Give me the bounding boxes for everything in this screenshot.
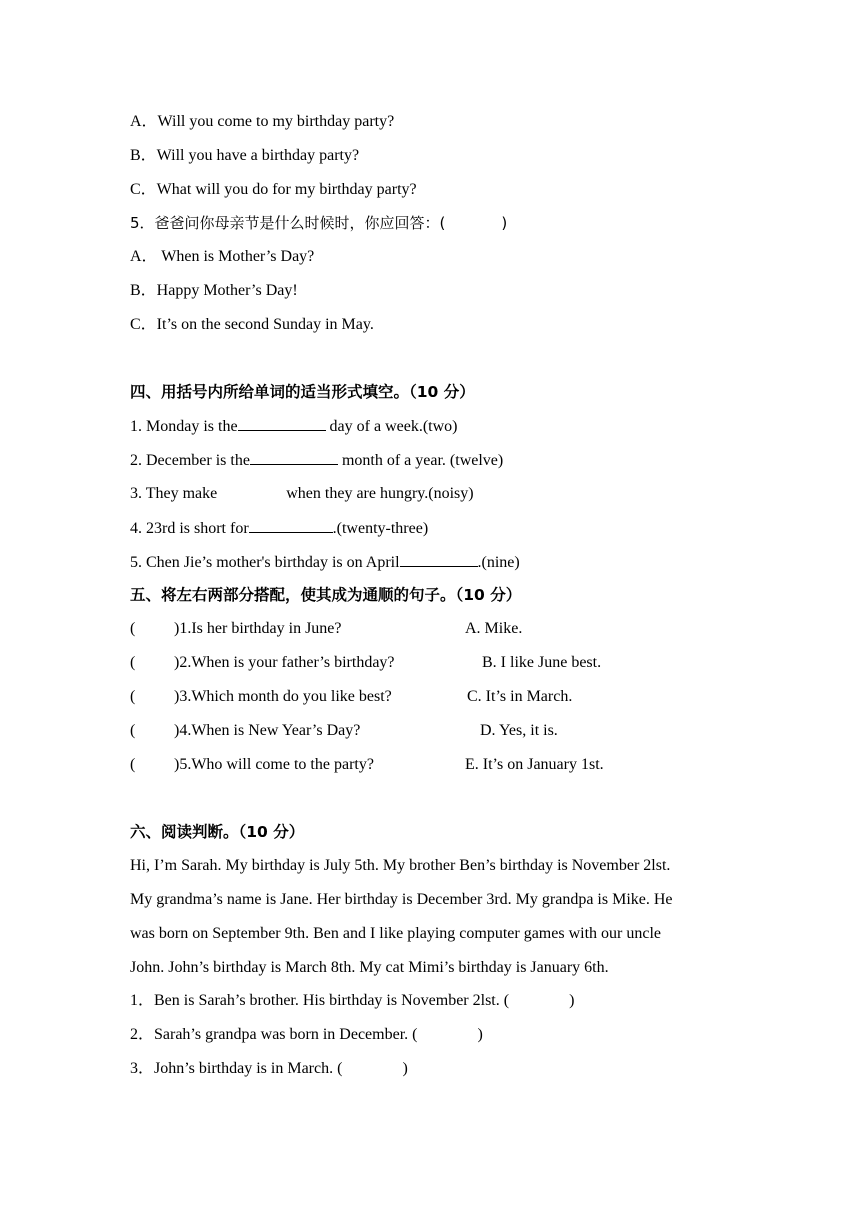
match-right: B. I like June best. — [482, 654, 602, 671]
match-paren: ( — [130, 722, 136, 739]
section4-item-1-pre: 1. Monday is the — [130, 418, 238, 435]
match-right: E. It’s on January 1st. — [465, 756, 604, 773]
match-row-4 — [130, 721, 730, 741]
section4-item-4-pre: 4. 23rd is short for — [130, 520, 249, 537]
q4-option-a: A．Will you come to my birthday party? — [130, 113, 395, 130]
q5-close-paren: ) — [501, 214, 508, 232]
match-left: )2.When is your father’s birthday? — [174, 654, 395, 671]
section4-item-5-pre: 5. Chen Jie’s mother's birthday is on April — [130, 554, 400, 571]
match-right: C. It’s in March. — [467, 688, 573, 705]
section4-item-5-post: .(nine) — [477, 554, 520, 571]
section4-item-4-post: .(twenty-three) — [332, 520, 429, 537]
answer-blank[interactable] — [238, 416, 326, 431]
answer-blank[interactable] — [249, 518, 333, 533]
match-right: D. Yes, it is. — [480, 722, 558, 739]
statement-2-text: 2．Sarah’s grandpa was born in December. ( — [130, 1026, 418, 1043]
match-left: )5.Who will come to the party? — [174, 756, 374, 773]
section5-title: 五、将左右两部分搭配，使其成为通顺的句子。（10 分） — [130, 586, 522, 604]
match-right: A. Mike. — [465, 620, 523, 637]
section4-item-1 — [130, 416, 458, 437]
statement-3 — [130, 1059, 408, 1079]
match-paren: ( — [130, 756, 136, 773]
section4-title: 四、用括号内所给单词的适当形式填空。（10 分） — [130, 383, 475, 401]
match-paren: ( — [130, 620, 136, 637]
statement-1 — [130, 991, 574, 1011]
q4-option-b: B．Will you have a birthday party? — [130, 147, 360, 164]
passage-line-4: John. John’s birthday is March 8th. My cat Mimi’s birthday is January 6th. — [130, 959, 609, 976]
match-paren: ( — [130, 688, 136, 705]
match-row-1 — [130, 619, 730, 639]
q5-option-a: A． When is Mother’s Day? — [130, 248, 315, 265]
section4-item-2-post: month of a year. (twelve) — [337, 452, 504, 469]
q5-option-b: B．Happy Mother’s Day! — [130, 282, 298, 299]
section4-item-2 — [130, 450, 503, 471]
section4-item-3-post: when they are hungry.(noisy) — [286, 485, 474, 502]
match-left: )3.Which month do you like best? — [174, 688, 392, 705]
match-row-2 — [130, 653, 730, 673]
q5-question — [130, 213, 507, 233]
section4-item-2-pre: 2. December is the — [130, 452, 250, 469]
passage-line-1: Hi, I’m Sarah. My birthday is July 5th. My brother Ben’s birthday is November 2lst. — [130, 857, 671, 874]
statement-1-text: 1．Ben is Sarah’s brother. His birthday is November 2lst. ( — [130, 992, 510, 1009]
section4-item-3-pre: 3. They make — [130, 485, 218, 502]
passage-line-3: was born on September 9th. Ben and I like playing computer games with our uncle — [130, 925, 661, 942]
match-paren: ( — [130, 654, 136, 671]
close-paren: ) — [477, 1026, 483, 1043]
q5-option-c: C．It’s on the second Sunday in May. — [130, 316, 374, 333]
passage-line-2: My grandma’s name is Jane. Her birthday is December 3rd. My grandpa is Mike. He — [130, 891, 673, 908]
section6-title: 六、阅读判断。（10 分） — [130, 823, 305, 841]
q4-option-c: C．What will you do for my birthday party? — [130, 181, 417, 198]
q5-question-text: 5．爸爸问你母亲节是什么时候时，你应回答：( — [130, 214, 446, 232]
close-paren: ) — [569, 992, 575, 1009]
statement-2 — [130, 1025, 483, 1045]
match-row-3 — [130, 687, 730, 707]
match-left: )4.When is New Year’s Day? — [174, 722, 361, 739]
match-row-5 — [130, 755, 730, 775]
statement-3-text: 3．John’s birthday is in March. ( — [130, 1060, 343, 1077]
section4-item-4 — [130, 518, 428, 539]
section4-item-5 — [130, 552, 520, 573]
section4-item-3 — [130, 484, 474, 504]
section4-item-1-post: day of a week.(two) — [325, 418, 458, 435]
answer-blank[interactable] — [400, 552, 478, 567]
answer-blank[interactable] — [250, 450, 338, 465]
match-left: )1.Is her birthday in June? — [174, 620, 342, 637]
close-paren: ) — [402, 1060, 408, 1077]
